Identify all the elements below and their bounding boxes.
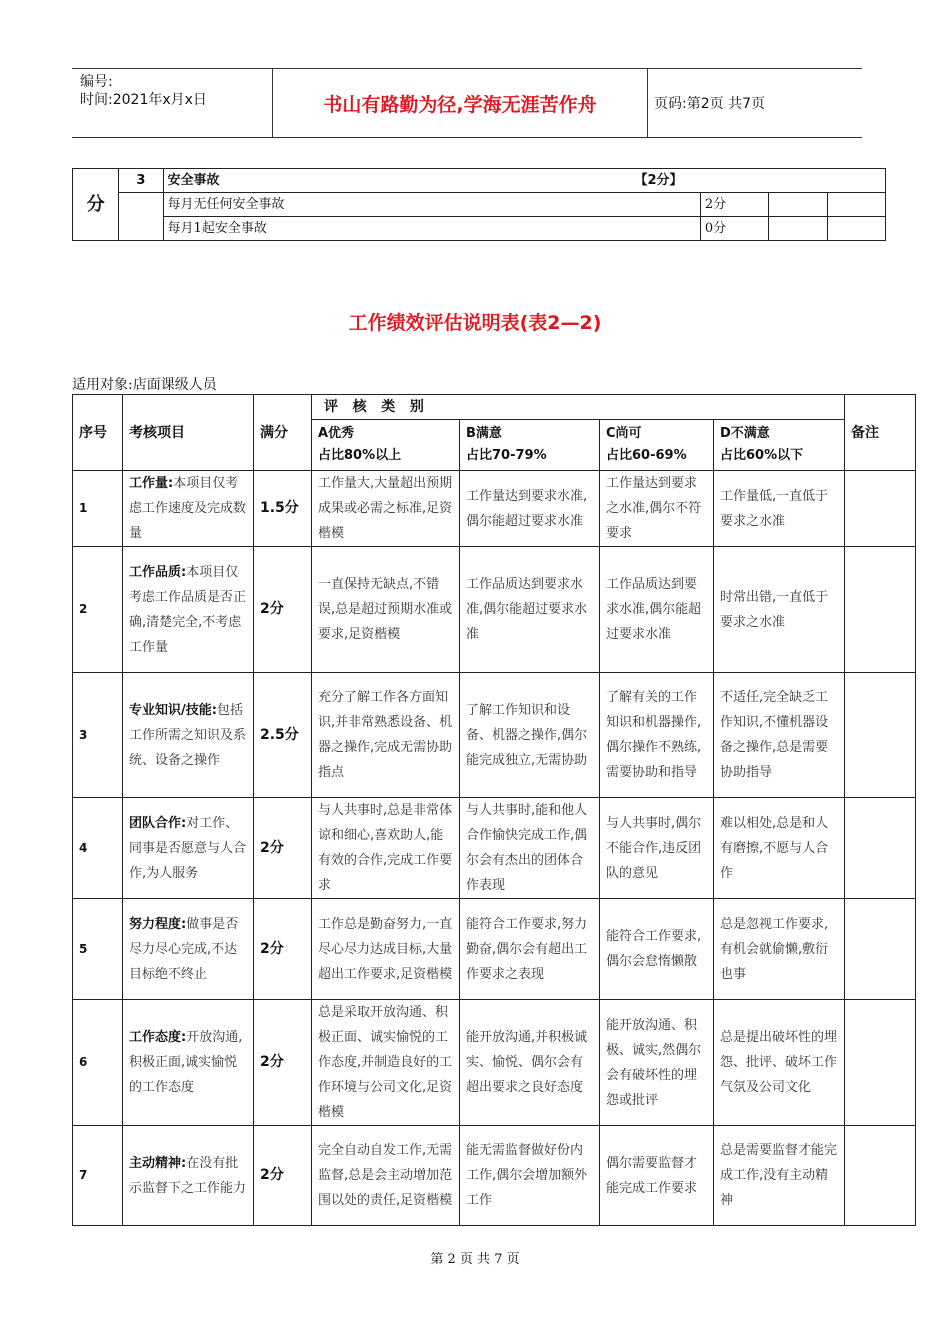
grade-a-text: 总是采取开放沟通、积极正面、诚实愉悦的工作态度,并制造良好的工作环境与公司文化,足资楷模 [312, 1000, 460, 1126]
grade-d-text: 难以相处,总是和人有磨擦,不愿与人合作 [714, 798, 845, 899]
document-title: 工作绩效评估说明表(表2—2) [348, 312, 602, 334]
safety-score: 2分 [700, 193, 768, 217]
item-name: 专业知识/技能: [129, 702, 217, 718]
empty-cell [769, 193, 827, 217]
grade-a-text: 与人共事时,总是非常体谅和细心,喜欢助人,能有效的合作,完成工作要求 [312, 798, 460, 899]
row-index: 3 [73, 673, 123, 798]
table-row [73, 899, 916, 1000]
empty-cell [119, 193, 163, 241]
grade-a-text: 完全自动自发工作,无需监督,总是会主动增加范围以处的责任,足资楷模 [312, 1126, 460, 1226]
row-index: 5 [73, 899, 123, 1000]
safety-title: 安全事故 [167, 172, 220, 188]
grade-c-text: 能符合工作要求,偶尔会怠惰懒散 [600, 899, 714, 1000]
safety-table [72, 168, 886, 241]
row-index: 1 [73, 471, 123, 547]
grade-d-text: 工作量低,一直低于要求之水准 [714, 471, 845, 547]
row-index: 2 [73, 547, 123, 673]
table-row [73, 217, 886, 241]
col-header-b [460, 420, 600, 471]
col-header-category: 评 核 类 别 [312, 395, 845, 420]
grade-a-ratio: 占比80%以上 [318, 448, 402, 463]
item-cell [123, 899, 254, 1000]
grade-d-ratio: 占比60%以下 [720, 448, 804, 463]
remarks-cell [845, 798, 916, 899]
item-cell [123, 547, 254, 673]
col-header-item: 考核项目 [123, 395, 254, 471]
grade-c-text: 了解有关的工作知识和机器操作,偶尔操作不熟练,需要协助和指导 [600, 673, 714, 798]
col-header-a [312, 420, 460, 471]
number-label: 编号: [80, 74, 113, 90]
grade-a-text: 一直保持无缺点,不错误,总是超过预期水准或要求,足资楷模 [312, 547, 460, 673]
table-row [73, 193, 886, 217]
col-header-index: 序号 [73, 395, 123, 471]
safety-criterion: 每月1起安全事故 [163, 217, 700, 241]
page-header [72, 68, 862, 138]
empty-cell [827, 193, 885, 217]
item-cell [123, 798, 254, 899]
grade-b-text: 与人共事时,能和他人合作愉快完成工作,偶尔会有杰出的团体合作表现 [460, 798, 600, 899]
row-index: 7 [73, 1126, 123, 1226]
grade-a-text: 工作总是勤奋努力,一直尽心尽力达成目标,大量超出工作要求,足资楷模 [312, 899, 460, 1000]
safety-score: 0分 [700, 217, 768, 241]
grade-c-text: 工作品质达到要求水准,偶尔能超过要求水准 [600, 547, 714, 673]
row-score: 2分 [254, 1126, 312, 1226]
col-header-remarks: 备注 [845, 395, 916, 471]
grade-b-title: B满意 [466, 426, 502, 441]
row-score: 2分 [254, 1000, 312, 1126]
item-name: 努力程度: [129, 916, 187, 932]
table-row [73, 547, 916, 673]
row-index: 4 [73, 798, 123, 899]
grade-c-text: 偶尔需要监督才能完成工作要求 [600, 1126, 714, 1226]
applies-to: 适用对象:店面课级人员 [72, 377, 217, 393]
remarks-cell [845, 1126, 916, 1226]
safety-index: 3 [119, 169, 163, 193]
remarks-cell [845, 547, 916, 673]
grade-d-text: 总是忽视工作要求,有机会就偷懒,敷衍也事 [714, 899, 845, 1000]
item-name: 主动精神: [129, 1155, 187, 1171]
row-score: 2.5分 [254, 673, 312, 798]
item-desc: 做事是否尽力尽心完成,不达目标绝不终止 [129, 916, 239, 982]
grade-d-title: D不满意 [720, 426, 770, 441]
item-cell [123, 1000, 254, 1126]
header-row [73, 395, 916, 420]
item-name: 团队合作: [129, 815, 187, 831]
remarks-cell [845, 899, 916, 1000]
table-row [73, 1000, 916, 1126]
page-label: 页码:第2页 共7页 [654, 96, 765, 112]
header-motto: 书山有路勤为径,学海无涯苦作舟 [323, 93, 597, 116]
remarks-cell [845, 471, 916, 547]
grade-b-ratio: 占比70-79% [466, 448, 547, 463]
empty-cell [769, 217, 827, 241]
row-score: 1.5分 [254, 471, 312, 547]
row-score: 2分 [254, 798, 312, 899]
grade-b-text: 能符合工作要求,努力勤奋,偶尔会有超出工作要求之表现 [460, 899, 600, 1000]
item-cell [123, 471, 254, 547]
item-desc: 本项目仅考虑工作速度及完成数量 [129, 476, 247, 541]
grade-a-text: 充分了解工作各方面知识,并非常熟悉设备、机器之操作,完成无需协助指点 [312, 673, 460, 798]
grade-b-text: 工作品质达到要求水准,偶尔能超过要求水准 [460, 547, 600, 673]
safety-points: 【2分】 [634, 172, 683, 188]
item-name: 工作品质: [129, 564, 187, 580]
safety-title-cell [163, 169, 885, 193]
page-footer: 第 2 页 共 7 页 [430, 1252, 520, 1267]
grade-a-text: 工作量大,大量超出预期成果或必需之标准,足资楷模 [312, 471, 460, 547]
item-desc: 开放沟通,积极正面,诚实愉悦的工作态度 [129, 1030, 243, 1095]
time-label: 时间:2021年x月x日 [80, 92, 207, 108]
empty-cell [827, 217, 885, 241]
grade-c-text: 能开放沟通、积极、诚实,然偶尔会有破坏性的埋怨或批评 [600, 1000, 714, 1126]
table-row [73, 673, 916, 798]
grade-b-text: 能无需监督做好份内工作,偶尔会增加额外工作 [460, 1126, 600, 1226]
item-desc: 对工作、同事是否愿意与人合作,为人服务 [129, 815, 247, 881]
col-header-score: 满分 [254, 395, 312, 471]
row-score: 2分 [254, 547, 312, 673]
col-header-d [714, 420, 845, 471]
col-header-c [600, 420, 714, 471]
section-char: 分 [73, 169, 119, 241]
evaluation-table [72, 394, 916, 1226]
grade-c-text: 工作量达到要求之水准,偶尔不符要求 [600, 471, 714, 547]
item-desc: 包括工作所需之知识及系统、设备之操作 [129, 702, 247, 768]
item-cell [123, 673, 254, 798]
item-name: 工作量: [129, 476, 174, 491]
grade-b-text: 了解工作知识和设备、机器之操作,偶尔能完成独立,无需协助 [460, 673, 600, 798]
table-row [73, 798, 916, 899]
grade-d-text: 总是提出破坏性的埋怨、批评、破坏工作气氛及公司文化 [714, 1000, 845, 1126]
grade-b-text: 能开放沟通,并积极诚实、愉悦、偶尔会有超出要求之良好态度 [460, 1000, 600, 1126]
header-divider [647, 69, 648, 137]
table-row [73, 1126, 916, 1226]
item-cell [123, 1126, 254, 1226]
row-score: 2分 [254, 899, 312, 1000]
remarks-cell [845, 673, 916, 798]
item-name: 工作态度: [129, 1030, 187, 1045]
table-row [73, 169, 886, 193]
item-desc: 在没有批示监督下之工作能力 [129, 1155, 247, 1196]
row-index: 6 [73, 1000, 123, 1126]
grade-a-title: A优秀 [318, 426, 355, 441]
item-desc: 本项目仅考虑工作品质是否正确,清楚完全,不考虑工作量 [129, 564, 247, 655]
grade-d-text: 时常出错,一直低于要求之水准 [714, 547, 845, 673]
remarks-cell [845, 1000, 916, 1126]
grade-d-text: 总是需要监督才能完成工作,没有主动精神 [714, 1126, 845, 1226]
safety-criterion: 每月无任何安全事故 [163, 193, 700, 217]
grade-c-title: C尚可 [606, 426, 642, 441]
table-row [73, 471, 916, 547]
grade-d-text: 不适任,完全缺乏工作知识,不懂机器设备之操作,总是需要协助指导 [714, 673, 845, 798]
grade-c-ratio: 占比60-69% [606, 448, 687, 463]
header-meta [80, 73, 207, 109]
grade-b-text: 工作量达到要求水准,偶尔能超过要求水准 [460, 471, 600, 547]
grade-c-text: 与人共事时,偶尔不能合作,违反团队的意见 [600, 798, 714, 899]
